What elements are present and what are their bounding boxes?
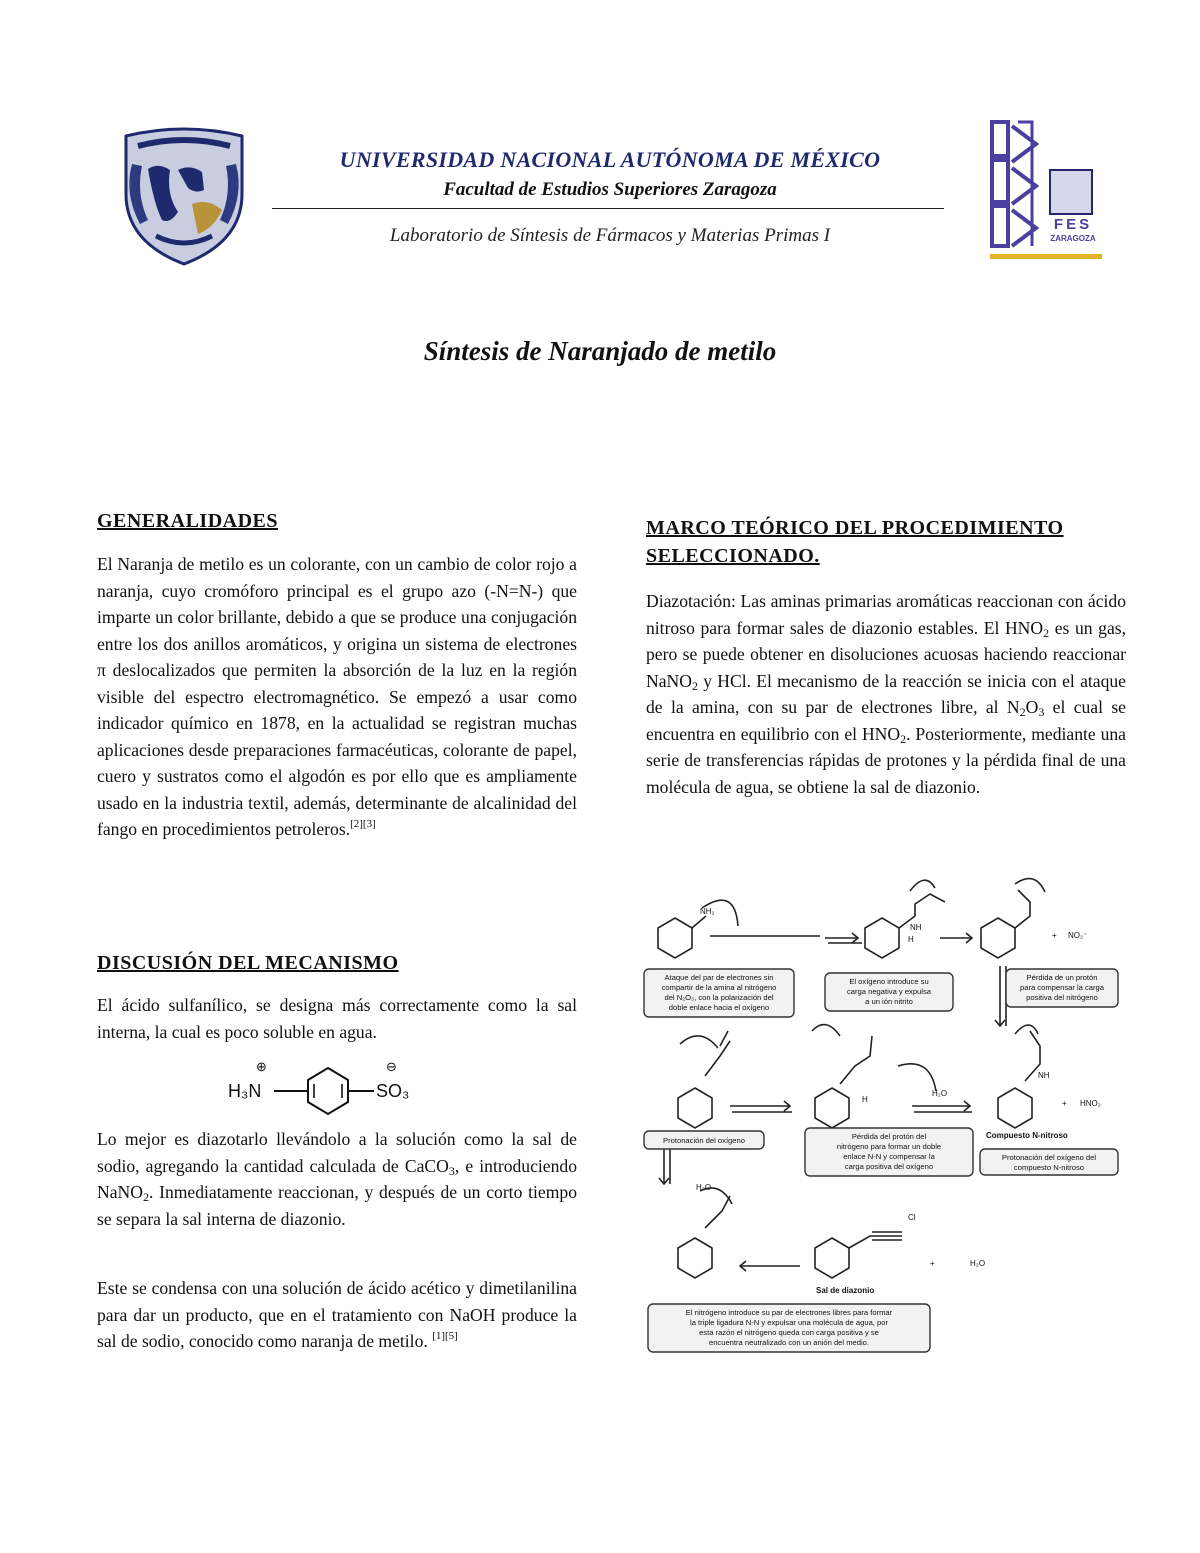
paragraph-diazotacion: Diazotación: Las aminas primarias aromáticas reaccionan con ácido nitroso para formar sales de diazonio estables. El $HNO_2$ es un gas, pero se puede obtener en disoluciones acuosas haciendo reaccionar NaNO$_2$ y HCl. El mecanismo de la reacción se inicia con el ataque de la amina, con su par de electrones libre, al $N_2O_3$ el cual se encuentra en equilibrio con el $HNO_2$. Posteriormente, mediante una serie de transferencias rápidas de protones y la pérdida final de una molécula de agua, se obtiene la sal de diazonio. [646, 591, 1127, 797]
fes-zaragoza-logo [988, 118, 1102, 260]
diagram-box6-line1: Protonación del oxígeno del [1001, 1153, 1097, 1162]
label-nh-1: NH [910, 923, 922, 932]
diagram-box2-line2: carga negativa y expulsa [846, 987, 932, 996]
faculty-name: Facultad de Estudios Superiores Zaragoza [443, 179, 777, 200]
diagram-box3-line1: Pérdida de un protón [1026, 973, 1098, 982]
label-nitroso: Compuesto N-nitroso [986, 1131, 1068, 1140]
lab-name: Laboratorio de Síntesis de Fármacos y Materias Primas I [389, 225, 831, 246]
diagram-box1-line2: compartir de la amina al nitrógeno [661, 983, 777, 992]
diagram-box3-line2: para compensar la carga [1020, 983, 1104, 992]
label-hno2: HNO₂ [1080, 1099, 1101, 1108]
label-nitrite: NO₂⁻ [1068, 931, 1088, 940]
heading-generalidades: GENERALIDADES [97, 510, 278, 532]
label-h-2: H [862, 1095, 868, 1104]
diagram-box4-line1: Protonación del oxígeno [663, 1136, 745, 1145]
diagram-box7-line2: la triple ligadura N-N y expulsar una molécula de agua, por [690, 1318, 888, 1327]
fes-logo-subtext: ZARAGOZA [1050, 234, 1096, 243]
header-divider [272, 208, 944, 209]
diagram-box1-line3: del N₂O₃, con la polarización del [664, 993, 774, 1002]
heading-discusion: DISCUSIÓN DEL MECANISMO [97, 952, 399, 974]
label-diazonio: Sal de diazonio [816, 1286, 875, 1295]
citation-ref[interactable]: [2][3] [350, 818, 376, 830]
diagram-box7-line1: El nitrógeno introduce su par de electrones libres para formar [685, 1308, 893, 1317]
diagram-box5-line2: nitrógeno para formar un doble [836, 1142, 942, 1151]
citation-ref[interactable]: [1][5] [432, 1330, 458, 1342]
label-plus-1: + [1052, 931, 1057, 940]
label-plus-3: + [930, 1259, 935, 1268]
unam-seal-logo [118, 124, 250, 266]
label-plus-2: + [1062, 1099, 1067, 1108]
document-title: Síntesis de Naranjado de metilo [423, 336, 777, 366]
diagram-box5-line4: carga positiva del oxígeno [844, 1162, 934, 1171]
paragraph-diazotacion-sal: Lo mejor es diazotarlo llevándolo a la solución como la sal de sodio, agregando la cantidad calculada de CaCO$_3$, e introduciendo NaNO$_2$. Inmediatamente reaccionan, y después de un corto tiempo se separa la sal interna de diazonio. [97, 1129, 577, 1229]
diagram-box3-line3: positiva del nitrógeno [1026, 993, 1098, 1002]
negative-charge-icon: ⊖ [386, 1060, 397, 1075]
label-h2o-1: H₂O [932, 1089, 948, 1098]
sulfanilic-acid-structure [228, 1062, 428, 1116]
paragraph-condensacion: Este se condensa con una solución de ácido acético y dimetilanilina para dar un producto, que en el tratamiento con NaOH produce la sal de sodio, conocido como naranja de metilo. [1][5] [97, 1278, 577, 1351]
sulfonate-group: SO₃ [376, 1081, 410, 1101]
diagram-box2-line1: El oxígeno introduce su [849, 977, 929, 986]
heading-marco-teorico: MARCO TEÓRICO DEL PROCEDIMIENTO SELECCIONADO. [646, 517, 1064, 567]
fes-logo-text: FES [1053, 216, 1093, 233]
label-h2o-2: H₂O [696, 1183, 712, 1192]
paragraph-generalidades: El Naranja de metilo es un colorante, con un cambio de color rojo a naranja, cuyo cromóforo principal es el grupo azo (-N=N-) que imparte un color brillante, debido a que se produce una conjugación entre los dos anillos aromáticos, y origina un sistema de electrones π deslocalizados que permiten la absorción de la luz en la región visible del espectro electromagnético. Se empezó a usar como indicador químico en 1878, en la actualidad se registran muchas aplicaciones desde preparaciones farmacéuticas, colorante de papel, cuero y sustratos como el algodón es por ello que es ampliamente usado en la industria textil, además, determinante de alcalinidad del fango en procedimientos petroleros.[2][3] [97, 554, 577, 839]
diagram-box1-line1: Ataque del par de electrones sin [664, 973, 774, 982]
positive-charge-icon: ⊕ [256, 1060, 267, 1075]
ammonium-group: H₃N [228, 1081, 262, 1101]
paragraph-sulfanilico: El ácido sulfanílico, se designa más correctamente como la sal interna, la cual es poco soluble en agua. [97, 995, 577, 1042]
diagram-box2-line3: a un ión nitrito [865, 997, 913, 1006]
mechanism-diagram [640, 866, 1130, 1356]
diagram-box1-line4: doble enlace hacia el oxígeno [668, 1003, 770, 1012]
label-cl: Cl [908, 1213, 916, 1222]
diagram-box7-line3: esta razón el nitrógeno queda con carga positiva y se [699, 1328, 879, 1337]
diagram-box6-line2: compuesto N-nitroso [1013, 1163, 1085, 1172]
university-name: UNIVERSIDAD NACIONAL AUTÓNOMA DE MÉXICO [339, 147, 881, 172]
label-nh2: NH₂ [700, 907, 715, 916]
label-nh-2: NH [1038, 1071, 1050, 1080]
diagram-box5-line3: enlace N-N y compensar la [843, 1152, 935, 1161]
diagram-box7-line4: encuentra neutralizado con un anión del medio. [708, 1338, 870, 1347]
diagram-box5-line1: Pérdida del protón del [851, 1132, 927, 1141]
label-h-1: H [908, 935, 914, 944]
label-h2o-3: H₂O [970, 1259, 986, 1268]
